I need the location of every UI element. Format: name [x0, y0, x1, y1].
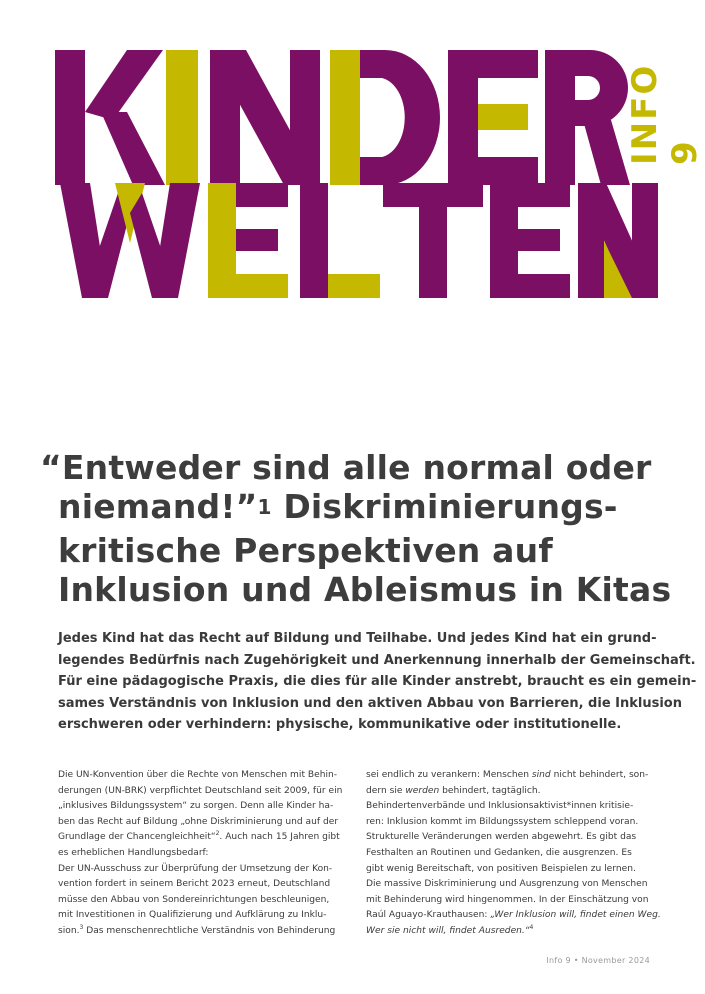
- body-line: ben das Recht auf Bildung „ohne Diskriminierung und auf der: [58, 816, 339, 827]
- title-line-2-a: niemand!”: [58, 487, 258, 526]
- quote-emphasis: „Wer Inklusion will, findet einen Weg.: [490, 910, 661, 921]
- body-line: mit Investitionen in Qualifizierung und Aufklärung zu Inklu-: [58, 910, 327, 921]
- article-lead: [58, 628, 697, 736]
- body-emphasis: werden: [405, 785, 440, 796]
- body-text: behindert, tagtäglich.: [439, 785, 541, 796]
- body-line: es erheblichen Handlungsbedarf:: [58, 847, 209, 858]
- body-text: Grundlage der Chancengleichheit“: [58, 832, 216, 843]
- body-text: sei endlich zu verankern: Menschen: [366, 770, 532, 780]
- masthead: [0, 0, 705, 310]
- lead-line: erschweren oder verhindern: physische, kommunikative oder institutionelle.: [58, 717, 622, 732]
- body-text: sion.: [58, 925, 80, 936]
- masthead-letter-r: [545, 50, 630, 185]
- info-issue-text: INFO 9: [625, 63, 705, 165]
- masthead-letter-d: [330, 50, 440, 185]
- masthead-letter-i: [162, 50, 202, 185]
- lead-line: Für eine pädagogische Praxis, die dies für alle Kinder anstrebt, braucht es ein gemein-: [58, 674, 697, 689]
- masthead-letter-n: [210, 50, 320, 185]
- masthead-letter-e3: [490, 183, 570, 318]
- body-line: müsse den Abbau von Sondereinrichtungen beschleunigen,: [58, 894, 330, 905]
- body-line: ren: Inklusion kommt im Bildungssystem schleppend voran.: [366, 816, 639, 827]
- masthead-letter-e: [448, 50, 538, 185]
- lead-line: Jedes Kind hat das Recht auf Bildung und Teilhabe. Und jedes Kind hat ein grund-: [58, 631, 657, 646]
- info-issue-label: [625, 50, 705, 165]
- body-line: „inklusives Bildungssystem“ zu sorgen. Denn alle Kinder ha-: [58, 801, 334, 812]
- body-line: Der UN-Ausschuss zur Überprüfung der Umsetzung der Kon-: [58, 863, 333, 874]
- title-line-2-b: Diskriminierungs-: [271, 487, 618, 526]
- quote-emphasis: Wer sie nicht will, findet Ausreden.“: [366, 925, 530, 936]
- body-line: derungen (UN-BRK) verpflichtet Deutschland seit 2009, für ein: [58, 785, 343, 796]
- title-line-1: “Entweder sind alle normal oder: [40, 448, 652, 487]
- body-line: Festhalten an Routinen und Gedanken, die ausgrenzen. Es: [366, 847, 632, 858]
- lead-line: sames Verständnis von Inklusion und den aktiven Abbau von Barrieren, die Inklusion: [58, 695, 682, 711]
- body-text: nicht behindert, son-: [550, 770, 649, 780]
- body-line: Strukturelle Veränderungen werden abgewehrt. Es gibt das: [366, 832, 637, 843]
- body-column-right: [366, 768, 661, 940]
- masthead-letter-k: [55, 50, 165, 185]
- body-line: [366, 784, 653, 800]
- article-title: [40, 448, 680, 609]
- footnote-ref-2: 2: [215, 830, 220, 838]
- footnote-ref-4: 4: [529, 923, 534, 931]
- title-line-2: [40, 487, 680, 531]
- title-line-3: kritische Perspektiven auf: [58, 531, 553, 570]
- body-emphasis: sind: [531, 770, 551, 780]
- masthead-letter-w: [60, 183, 200, 318]
- title-footnote-1: 1: [257, 495, 272, 519]
- body-line: [58, 830, 345, 846]
- body-line: [366, 924, 653, 940]
- masthead-letter-t: [383, 183, 483, 318]
- title-line-4: Inklusion und Ableismus in Kitas: [58, 570, 672, 609]
- page-footer: Info 9 • November 2024: [546, 956, 650, 965]
- body-column-left: [58, 768, 345, 940]
- lead-line: legendes Bedürfnis nach Zugehörigkeit und Anerkennung innerhalb der Gemeinschaft.: [58, 652, 696, 668]
- body-line: [366, 908, 661, 924]
- body-line: Die massive Diskriminierung und Ausgrenzung von Menschen: [366, 879, 648, 890]
- body-text: . Auch nach 15 Jahren gibt: [219, 832, 340, 843]
- masthead-letter-n2: [578, 183, 658, 318]
- body-line: gibt wenig Bereitschaft, von positiven Beispielen zu lernen.: [366, 863, 636, 874]
- footnote-ref-3: 3: [79, 923, 84, 931]
- body-line: Die UN-Konvention über die Rechte von Menschen mit Behin-: [58, 770, 338, 780]
- body-text: Das menschenrechtliche Verständnis von Behinderung: [83, 925, 336, 936]
- body-line: Behindertenverbände und Inklusionsaktivist*innen kritisie-: [366, 801, 634, 812]
- body-line: vention fordert in seinem Bericht 2023 erneut, Deutschland: [58, 879, 331, 890]
- body-text: Raúl Aguayo-Krauthausen:: [366, 910, 491, 921]
- masthead-letter-e2: [208, 183, 288, 318]
- body-line: mit Behinderung wird hingenommen. In der Einschätzung von: [366, 894, 649, 905]
- masthead-letter-l: [300, 183, 380, 318]
- body-line: [366, 768, 653, 784]
- body-line: [58, 924, 345, 940]
- body-text: dern sie: [366, 785, 406, 796]
